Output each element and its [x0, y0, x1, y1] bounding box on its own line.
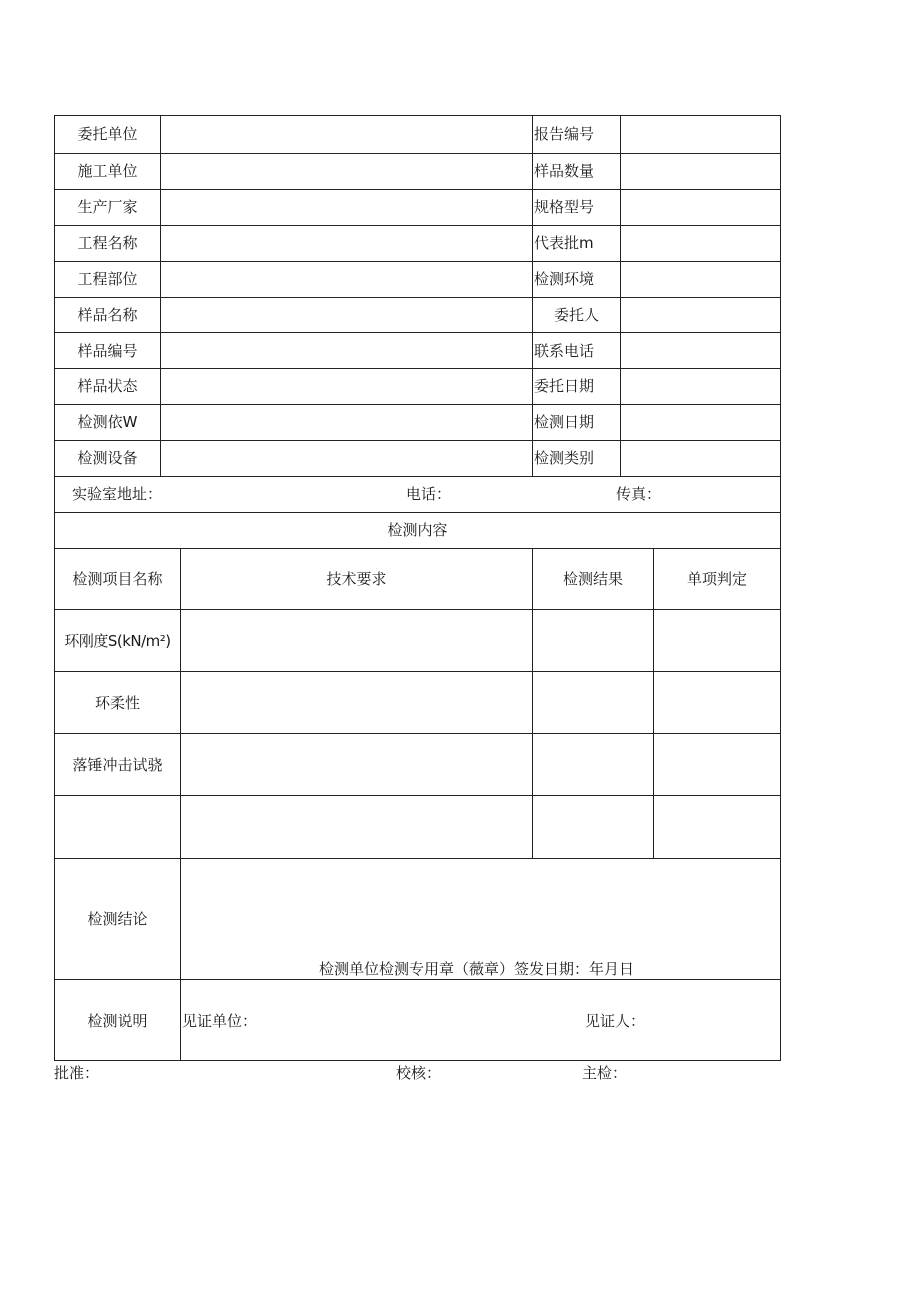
row-divider — [54, 858, 781, 859]
row-divider — [54, 979, 781, 980]
info-label-entrusting-unit: 委托单位 — [77, 125, 138, 143]
table-border-bottom — [54, 1060, 781, 1061]
witness-unit-label: 见证单位： — [182, 1012, 258, 1030]
row-divider — [54, 225, 781, 226]
row-divider — [54, 332, 781, 333]
info-label-project-part: 工程部位 — [77, 270, 138, 288]
info-label-client-person: 委托人 — [554, 306, 600, 324]
info-label-sample-name: 样品名称 — [77, 306, 138, 324]
footer-inspector-label: 主检： — [582, 1064, 628, 1082]
conclusion-stamp-text: 检测单位检测专用章（薇章）签发日期：年月日 — [319, 960, 635, 978]
notes-label: 检测说明 — [87, 1012, 148, 1030]
row-divider — [54, 368, 781, 369]
info-label-spec-model: 规格型号 — [534, 198, 595, 216]
col-divider — [160, 115, 161, 476]
table-border-top — [54, 115, 781, 116]
info-label-contact-phone: 联系电话 — [534, 342, 595, 360]
info-label-sample-status: 样品状态 — [77, 377, 138, 395]
row-divider — [54, 795, 781, 796]
info-label-entrust-date: 委托日期 — [534, 377, 595, 395]
row-divider — [54, 261, 781, 262]
info-label-construction-unit: 施工单位 — [77, 162, 138, 180]
header-single-judgment: 单项判定 — [686, 570, 747, 588]
row-divider — [54, 297, 781, 298]
info-label-sample-number: 样品编号 — [77, 342, 138, 360]
footer-review-label: 校核： — [396, 1064, 442, 1082]
row-divider — [54, 476, 781, 477]
lab-phone-label: 电话： — [406, 485, 452, 503]
lab-address-label: 实验室地址： — [72, 485, 163, 503]
info-label-test-category: 检测类别 — [534, 449, 595, 467]
info-label-representative-batch: 代表批m — [534, 234, 594, 252]
header-technical-requirement: 技术要求 — [326, 570, 387, 588]
row-divider — [54, 733, 781, 734]
info-label-test-equipment: 检测设备 — [77, 449, 138, 467]
info-label-report-number: 报告编号 — [534, 125, 595, 143]
col-divider — [620, 115, 621, 476]
footer-approve-label: 批准： — [54, 1064, 100, 1082]
info-label-sample-quantity: 样品数量 — [534, 162, 595, 180]
test-row-ring-stiffness: 环刚度S(kN/m²) — [64, 632, 171, 650]
test-row-drop-hammer-impact: 落锤冲击试骁 — [72, 756, 163, 774]
info-label-manufacturer: 生产厂家 — [77, 198, 138, 216]
col-divider — [532, 115, 533, 476]
row-divider — [54, 404, 781, 405]
table-border-right — [780, 115, 781, 1061]
lab-fax-label: 传真： — [616, 485, 662, 503]
col-divider — [653, 548, 654, 858]
test-row-ring-flexibility: 环柔性 — [94, 694, 140, 712]
witness-person-label: 见证人： — [585, 1012, 646, 1030]
row-divider — [54, 440, 781, 441]
col-divider — [532, 548, 533, 858]
header-test-result: 检测结果 — [562, 570, 623, 588]
row-divider — [54, 512, 781, 513]
section-title-test-content: 检测内容 — [387, 521, 448, 539]
info-label-test-environment: 检测环境 — [534, 270, 595, 288]
conclusion-label: 检测结论 — [87, 910, 148, 928]
row-divider — [54, 189, 781, 190]
row-divider — [54, 548, 781, 549]
info-label-test-date: 检测日期 — [534, 413, 595, 431]
header-test-item-name: 检测项目名称 — [72, 570, 163, 588]
row-divider — [54, 153, 781, 154]
info-label-project-name: 工程名称 — [77, 234, 138, 252]
col-divider — [180, 548, 181, 1061]
row-divider — [54, 671, 781, 672]
info-label-test-basis: 检测依W — [77, 413, 138, 431]
row-divider — [54, 609, 781, 610]
